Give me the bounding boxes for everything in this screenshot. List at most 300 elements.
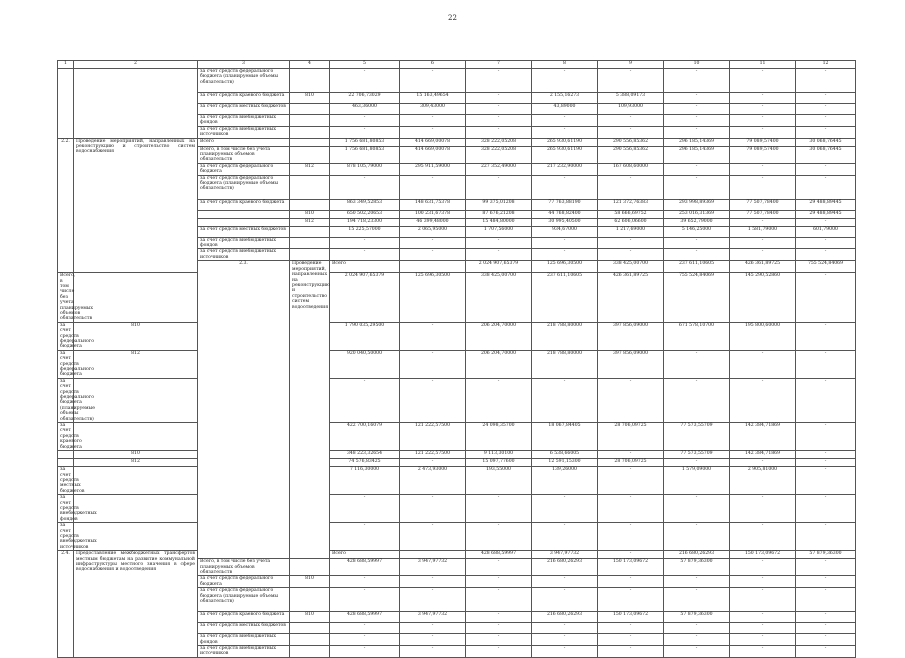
amount-cell: - — [664, 495, 730, 523]
amount-cell: 397 856,09000 — [598, 322, 664, 350]
amount-cell: 150 173,09672 — [598, 612, 664, 623]
amount-cell: - — [466, 559, 532, 576]
amount-cell: - — [400, 523, 466, 551]
budget-code — [290, 175, 330, 199]
amount-cell: - — [598, 588, 664, 612]
budget-code: 812 — [290, 218, 330, 226]
funding-source-label: за счет средств местных бюджетов — [198, 226, 290, 237]
amount-cell: 290 556,85362 — [598, 138, 664, 146]
amount-cell: 1 581,79000 — [730, 226, 796, 237]
amount-cell: 253 016,31369 — [664, 210, 730, 218]
amount-cell: 22 706,73029 — [330, 93, 400, 104]
amount-cell: 58 666,69752 — [598, 210, 664, 218]
amount-cell: - — [532, 237, 598, 249]
activity-name: Проведение мероприятий, направленных на реконструкцию и строительство систем водоотведения — [290, 261, 330, 559]
amount-cell: 9 113,30100 — [466, 451, 532, 459]
amount-cell: - — [400, 322, 466, 350]
funding-source-label: за счет средств внебюджетных источников — [198, 126, 290, 138]
amount-cell: - — [532, 523, 598, 551]
funding-source-label: за счет средств внебюджетных источников — [198, 646, 290, 658]
amount-cell: 142 384,71869 — [730, 451, 796, 459]
amount-cell: 2 905,81000 — [730, 467, 796, 495]
table-header — [58, 61, 856, 69]
amount-cell: - — [796, 350, 856, 378]
amount-cell: - — [730, 634, 796, 646]
amount-cell: 1 756 681,80853 — [330, 146, 400, 163]
budget-code — [74, 273, 198, 323]
amount-cell: - — [796, 378, 856, 422]
col-header: 1 — [58, 61, 74, 69]
amount-cell: - — [598, 467, 664, 495]
amount-cell: - — [730, 218, 796, 226]
amount-cell: - — [330, 249, 400, 261]
amount-cell: 414 669,00078 — [400, 138, 466, 146]
table-row — [58, 467, 856, 495]
amount-cell: - — [796, 273, 856, 323]
amount-cell: - — [664, 523, 730, 551]
amount-cell: - — [664, 237, 730, 249]
amount-cell: - — [796, 467, 856, 495]
col-header: 5 — [330, 61, 400, 69]
amount-cell: 150 173,09672 — [598, 559, 664, 576]
amount-cell: - — [598, 115, 664, 127]
budget-table — [57, 60, 856, 658]
amount-cell: 296 185,14369 — [664, 138, 730, 146]
amount-cell: - — [664, 623, 730, 634]
amount-cell: - — [532, 646, 598, 658]
amount-cell: - — [532, 115, 598, 127]
amount-cell: 57 879,36300 — [664, 612, 730, 623]
activity-name: Предоставление межбюджетных трансфертов местным бюджетам на развитие коммунальной инфраструктуры местного значения в сфере водоснабжения и водоотведения — [74, 551, 198, 658]
amount-cell: - — [598, 495, 664, 523]
budget-code — [290, 199, 330, 210]
budget-code — [290, 126, 330, 138]
amount-cell: - — [796, 237, 856, 249]
amount-cell: 139,26000 — [532, 467, 598, 495]
amount-cell: - — [598, 646, 664, 658]
amount-cell: 428 688,59997 — [330, 612, 400, 623]
table-row — [58, 378, 856, 422]
amount-cell: - — [730, 495, 796, 523]
amount-cell: 99 375,01208 — [466, 199, 532, 210]
amount-cell: 206 204,70000 — [466, 322, 532, 350]
amount-cell: - — [330, 576, 400, 588]
funding-source-label: за счет средств федерального бюджета — [58, 350, 74, 378]
funding-source-label: за счет средств федерального бюджета (планируемые объемы обязательств) — [198, 69, 290, 93]
col-header: 4 — [290, 61, 330, 69]
amount-cell: - — [730, 523, 796, 551]
col-header: 9 — [598, 61, 664, 69]
amount-cell: 650 502,20653 — [330, 210, 400, 218]
amount-cell: - — [466, 69, 532, 93]
amount-cell: - — [532, 623, 598, 634]
budget-code: 812 — [74, 350, 198, 378]
funding-source-label: Всего, в том числе без учета планируемых объемов обязательств — [198, 146, 290, 163]
budget-code: 812 — [74, 459, 198, 467]
budget-code: 812 — [290, 163, 330, 175]
amount-cell: 2 024 907,65379 — [466, 261, 532, 273]
budget-code: 810 — [290, 93, 330, 104]
budget-code: 810 — [290, 210, 330, 218]
amount-cell: 1 756 681,80853 — [330, 138, 400, 146]
amount-cell: 24 098,35700 — [466, 423, 532, 451]
col-header: 10 — [664, 61, 730, 69]
amount-cell: - — [330, 634, 400, 646]
amount-cell: - — [330, 495, 400, 523]
amount-cell: - — [466, 115, 532, 127]
amount-cell: 7 116,30000 — [330, 467, 400, 495]
amount-cell: - — [330, 237, 400, 249]
amount-cell: - — [796, 623, 856, 634]
amount-cell: 150 173,09672 — [730, 551, 796, 559]
funding-source-label: за счет средств внебюджетных фондов — [58, 495, 74, 523]
amount-cell: - — [730, 646, 796, 658]
amount-cell: - — [400, 634, 466, 646]
amount-cell: - — [330, 623, 400, 634]
amount-cell: - — [730, 175, 796, 199]
amount-cell: - — [598, 249, 664, 261]
table-row — [58, 551, 856, 559]
amount-cell: 39 652,79000 — [664, 218, 730, 226]
amount-cell: - — [330, 378, 400, 422]
amount-cell: - — [400, 495, 466, 523]
amount-cell: - — [796, 249, 856, 261]
amount-cell: - — [466, 104, 532, 115]
amount-cell: - — [466, 576, 532, 588]
amount-cell: 2 155,16273 — [532, 93, 598, 104]
amount-cell: - — [796, 459, 856, 467]
amount-cell: - — [598, 126, 664, 138]
amount-cell: - — [664, 588, 730, 612]
amount-cell: - — [466, 634, 532, 646]
amount-cell: 1 217,69000 — [598, 226, 664, 237]
amount-cell: 77 573,55709 — [664, 423, 730, 451]
amount-cell: - — [532, 588, 598, 612]
amount-cell: - — [466, 93, 532, 104]
amount-cell: - — [796, 588, 856, 612]
amount-cell: 44 768,82400 — [532, 210, 598, 218]
amount-cell: - — [730, 623, 796, 634]
funding-source-label: за счет средств федерального бюджета (планируемые объемы обязательств) — [198, 175, 290, 199]
amount-cell: 15 225,57000 — [330, 226, 400, 237]
amount-cell: - — [400, 378, 466, 422]
amount-cell: 2 065,95000 — [400, 226, 466, 237]
budget-code: 810 — [74, 322, 198, 350]
amount-cell: 194 718,23300 — [330, 218, 400, 226]
amount-cell: - — [730, 576, 796, 588]
amount-cell: 2 473,93000 — [400, 467, 466, 495]
funding-source-label — [198, 210, 290, 218]
amount-cell: - — [330, 126, 400, 138]
amount-cell: - — [598, 237, 664, 249]
col-header: 6 — [400, 61, 466, 69]
amount-cell: 15 163,49654 — [400, 93, 466, 104]
table-row — [58, 423, 856, 451]
col-header: 11 — [730, 61, 796, 69]
amount-cell: - — [330, 588, 400, 612]
budget-code — [290, 588, 330, 612]
amount-cell: 125 696,30500 — [532, 261, 598, 273]
amount-cell: 428 688,59997 — [466, 551, 532, 559]
amount-cell: - — [796, 126, 856, 138]
amount-cell: - — [400, 646, 466, 658]
funding-source-label: за счет средств местных бюджетов — [198, 623, 290, 634]
amount-cell: - — [532, 634, 598, 646]
amount-cell: - — [730, 612, 796, 623]
budget-code — [74, 495, 198, 523]
amount-cell: 167 608,60000 — [598, 163, 664, 175]
col-header: 12 — [796, 61, 856, 69]
funding-source-label: за счет средств внебюджетных источников — [198, 249, 290, 261]
amount-cell: 5 388,09173 — [598, 93, 664, 104]
budget-code — [400, 551, 466, 559]
amount-cell: 148 631,75378 — [400, 199, 466, 210]
amount-cell: - — [796, 559, 856, 576]
amount-cell: - — [796, 646, 856, 658]
amount-cell: - — [796, 322, 856, 350]
amount-cell: - — [598, 523, 664, 551]
budget-code — [290, 69, 330, 93]
amount-cell: - — [598, 623, 664, 634]
amount-cell: 934,67000 — [532, 226, 598, 237]
amount-cell: - — [466, 249, 532, 261]
amount-cell: 338 425,00700 — [598, 261, 664, 273]
amount-cell: - — [400, 576, 466, 588]
amount-cell: - — [532, 378, 598, 422]
amount-cell: 77 573,55709 — [664, 451, 730, 459]
col-header: 3 — [198, 61, 290, 69]
amount-cell: 57 879,36300 — [664, 559, 730, 576]
funding-source-label: за счет средств федерального бюджета (планируемые объемы обязательств) — [58, 378, 74, 422]
amount-cell: - — [664, 634, 730, 646]
funding-source-label: за счет средств краевого бюджета — [58, 423, 74, 451]
budget-code — [74, 467, 198, 495]
amount-cell: - — [466, 378, 532, 422]
funding-source-label: за счет средств внебюджетных фондов — [198, 237, 290, 249]
amount-cell: 290 556,85362 — [598, 146, 664, 163]
funding-source-label: за счет средств внебюджетных фондов — [198, 115, 290, 127]
amount-cell: 142 384,71869 — [730, 423, 796, 451]
amount-cell: 428 688,59997 — [330, 559, 400, 576]
amount-cell: - — [466, 612, 532, 623]
amount-cell: - — [664, 69, 730, 93]
amount-cell: - — [400, 350, 466, 378]
amount-cell: 216 680,26293 — [532, 612, 598, 623]
budget-code — [290, 623, 330, 634]
amount-cell: - — [400, 126, 466, 138]
amount-cell: - — [796, 634, 856, 646]
amount-cell: 77 763,88190 — [532, 199, 598, 210]
amount-cell: 227 352,49000 — [466, 163, 532, 175]
amount-cell: - — [532, 495, 598, 523]
amount-cell: - — [730, 559, 796, 576]
amount-cell: - — [796, 576, 856, 588]
amount-cell: - — [796, 523, 856, 551]
budget-code — [290, 104, 330, 115]
amount-cell: - — [730, 459, 796, 467]
amount-cell: - — [598, 69, 664, 93]
amount-cell: 3 947,97732 — [400, 612, 466, 623]
amount-cell: - — [796, 175, 856, 199]
amount-cell: - — [664, 378, 730, 422]
amount-cell: 217 232,90000 — [532, 163, 598, 175]
amount-cell: 397 856,09000 — [598, 350, 664, 378]
amount-cell: 265 930,61190 — [532, 138, 598, 146]
amount-cell: - — [664, 93, 730, 104]
funding-source-label: за счет средств краевого бюджета — [198, 612, 290, 623]
amount-cell: 1 579,09000 — [664, 467, 730, 495]
budget-code — [74, 423, 198, 451]
amount-cell: - — [796, 423, 856, 451]
amount-cell: - — [532, 249, 598, 261]
amount-cell: - — [532, 576, 598, 588]
amount-cell: - — [532, 69, 598, 93]
amount-cell: - — [400, 115, 466, 127]
amount-cell: - — [532, 175, 598, 199]
amount-cell: - — [796, 93, 856, 104]
amount-cell: 755 524,84069 — [796, 261, 856, 273]
amount-cell: - — [400, 69, 466, 93]
amount-cell: - — [330, 115, 400, 127]
budget-code — [290, 249, 330, 261]
amount-cell: - — [730, 115, 796, 127]
amount-cell: 77 507,78400 — [730, 199, 796, 210]
budget-code — [290, 237, 330, 249]
amount-cell: - — [598, 634, 664, 646]
amount-cell: 29 488,89445 — [796, 199, 856, 210]
amount-cell: 77 507,78400 — [730, 210, 796, 218]
amount-cell: 237 611,10605 — [664, 261, 730, 273]
table-row — [58, 451, 856, 459]
amount-cell: 74 576,83425 — [330, 459, 400, 467]
table-row — [58, 350, 856, 378]
budget-code: 810 — [290, 612, 330, 623]
amount-cell: 30 995,40500 — [532, 218, 598, 226]
amount-cell: 100 231,67378 — [400, 210, 466, 218]
amount-cell: 755 524,84069 — [664, 273, 730, 323]
amount-cell: 28 706,09725 — [598, 423, 664, 451]
amount-cell: - — [796, 115, 856, 127]
amount-cell: - — [466, 175, 532, 199]
col-header: 8 — [532, 61, 598, 69]
budget-code — [74, 523, 198, 551]
section-number: 2.4. — [58, 551, 74, 658]
budget-code: 810 — [74, 451, 198, 459]
funding-source-label: за счет средств федерального бюджета — [198, 576, 290, 588]
table-row — [58, 273, 856, 323]
amount-cell: - — [730, 249, 796, 261]
amount-cell: 6 538,66005 — [532, 451, 598, 459]
amount-cell: - — [664, 459, 730, 467]
amount-cell: 1 707,56000 — [466, 226, 532, 237]
amount-cell: - — [400, 237, 466, 249]
amount-cell: - — [330, 175, 400, 199]
amount-cell: - — [466, 588, 532, 612]
section-number: 2.2. — [58, 138, 74, 272]
amount-cell: - — [466, 646, 532, 658]
amount-cell: 878 105,79000 — [330, 163, 400, 175]
amount-cell: 57 879,36300 — [796, 551, 856, 559]
funding-source-label — [58, 451, 74, 459]
amount-cell: 3 947,97732 — [400, 559, 466, 576]
amount-cell: - — [664, 646, 730, 658]
amount-cell: - — [796, 495, 856, 523]
amount-cell: 328 222,05208 — [466, 146, 532, 163]
amount-cell: 293 998,89369 — [664, 199, 730, 210]
budget-code — [74, 378, 198, 422]
amount-cell: - — [664, 576, 730, 588]
table-row — [58, 523, 856, 551]
table-row — [58, 495, 856, 523]
amount-cell: - — [400, 623, 466, 634]
amount-cell: 863 349,52853 — [330, 199, 400, 210]
amount-cell: 206 204,70000 — [466, 350, 532, 378]
col-header: 7 — [466, 61, 532, 69]
amount-cell: - — [466, 523, 532, 551]
amount-cell: 5 146,25000 — [664, 226, 730, 237]
amount-cell: 265 930,61190 — [532, 146, 598, 163]
amount-cell: - — [466, 126, 532, 138]
amount-cell: - — [664, 115, 730, 127]
amount-cell: 15 097,77600 — [466, 459, 532, 467]
amount-cell: - — [730, 104, 796, 115]
budget-code — [290, 559, 330, 576]
budget-code — [290, 646, 330, 658]
funding-source-label: Всего — [330, 551, 400, 559]
amount-cell: 920 040,50000 — [330, 350, 400, 378]
amount-cell: 296 185,14369 — [664, 146, 730, 163]
amount-cell: 193,55000 — [466, 467, 532, 495]
amount-cell: - — [466, 237, 532, 249]
budget-code — [290, 138, 330, 146]
amount-cell: - — [330, 69, 400, 93]
amount-cell: - — [664, 163, 730, 175]
amount-cell: 309,43000 — [400, 104, 466, 115]
table-row — [58, 459, 856, 467]
amount-cell: - — [400, 459, 466, 467]
amount-cell: - — [730, 69, 796, 93]
amount-cell: 145 290,52860 — [730, 273, 796, 323]
amount-cell: 2 024 907,65379 — [330, 273, 400, 323]
funding-source-label: за счет средств внебюджетных источников — [58, 523, 74, 551]
page-number: 22 — [448, 14, 457, 22]
amount-cell: 121 222,57500 — [400, 451, 466, 459]
amount-cell: - — [598, 576, 664, 588]
funding-source-label — [58, 459, 74, 467]
amount-cell: 426 361,89725 — [730, 261, 796, 273]
amount-cell: - — [796, 69, 856, 93]
funding-source-label — [198, 218, 290, 226]
amount-cell: - — [664, 126, 730, 138]
funding-source-label: Всего, в том числе без учета планируемых объемов обязательств — [58, 273, 74, 323]
budget-code: 810 — [290, 576, 330, 588]
amount-cell: 237 611,10605 — [532, 273, 598, 323]
amount-cell: 426 361,89725 — [598, 273, 664, 323]
amount-cell: - — [532, 126, 598, 138]
amount-cell: 28 706,09725 — [598, 459, 664, 467]
table-row — [58, 138, 856, 146]
funding-source-label: за счет средств федерального бюджета — [198, 163, 290, 175]
budget-code — [290, 115, 330, 127]
amount-cell: - — [730, 93, 796, 104]
amount-cell: 79 089,57400 — [730, 138, 796, 146]
amount-cell: 216 680,26293 — [664, 551, 730, 559]
amount-cell: - — [400, 588, 466, 612]
table-row — [58, 322, 856, 350]
amount-cell: 79 089,57400 — [730, 146, 796, 163]
amount-cell: 109,93000 — [598, 104, 664, 115]
amount-cell: 15 484,80000 — [466, 218, 532, 226]
